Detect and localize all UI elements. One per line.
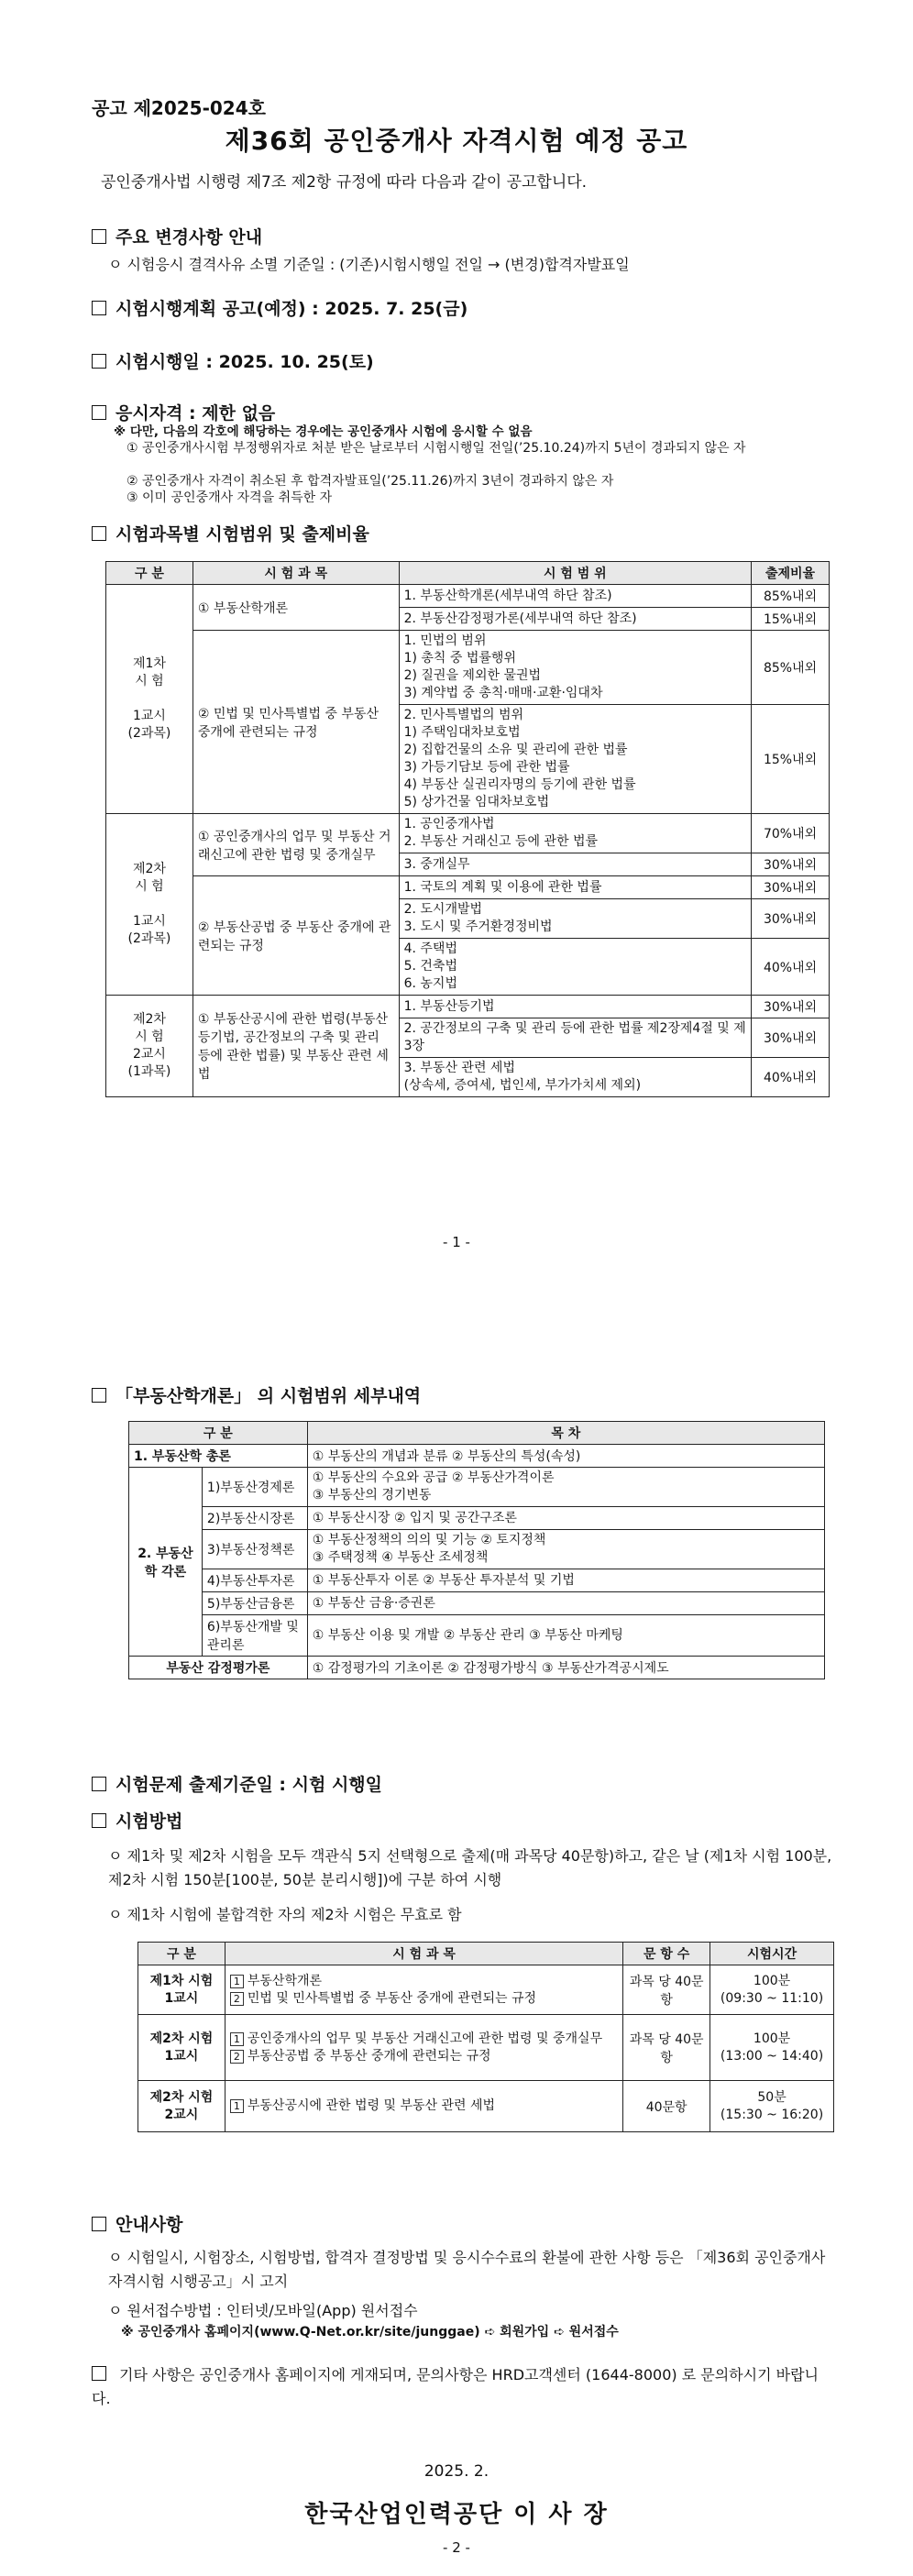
range-cell: 1. 공인중개사법 2. 부동산 거래신고 등에 관한 법률 [399, 814, 751, 853]
checkbox-icon [92, 1813, 106, 1828]
guide-item-2: ㅇ 원서접수방법 : 인터넷/모바일(App) 원서접수 [108, 2302, 418, 2319]
row-count: 과목 당 40문항 [623, 1965, 710, 2015]
table-row [106, 631, 830, 705]
ratio-cell: 40%내외 [752, 939, 830, 996]
guide-heading: 안내사항 [92, 2211, 182, 2236]
table-row [138, 2081, 834, 2132]
range-cell: 2. 부동산감정평가론(세부내역 하단 참조) [399, 608, 751, 631]
row-label: 제2차 시험 2교시 [138, 2081, 226, 2132]
range-cell: 1. 민법의 범위 1) 총칙 중 법률행위 2) 질권을 제외한 물권법 3) 계약법 중 총칙·매매·교환·임대차 [399, 631, 751, 705]
row-content: ① 부동산 금융·증권론 [307, 1592, 824, 1615]
range-cell: 2. 민사특별법의 범위 1) 주택임대차보호법 2) 집합건물의 소유 및 관리에 관한 법률 3) 가등기담보 등에 관한 법률 4) 부동산 실권리자명의 등기에 관한 법률 5) 상가건물 임대차보호법 [399, 705, 751, 814]
table-row [106, 814, 830, 853]
range-cell: 2. 도시개발법 3. 도시 및 주거환경정비법 [399, 899, 751, 939]
table-row [129, 1507, 825, 1530]
row-time: 50분 (15:30 ~ 16:20) [710, 2081, 834, 2132]
row-label: 제1차 시험 1교시 [138, 1965, 226, 2015]
row-label: 4)부동산투자론 [202, 1569, 307, 1592]
ratio-cell: 15%내외 [752, 705, 830, 814]
table-row [106, 996, 830, 1018]
group-label-2: 제2차 시 험 1교시 (2과목) [106, 814, 193, 996]
ratio-cell: 30%내외 [752, 1018, 830, 1058]
row-count: 과목 당 40문항 [623, 2015, 710, 2081]
header-cell: 출제비율 [752, 562, 830, 585]
range-cell: 1. 국토의 계획 및 이용에 관한 법률 [399, 876, 751, 899]
table-row [129, 1530, 825, 1569]
row-label: 부동산 감정평가론 [129, 1657, 308, 1679]
row-label: 5)부동산금융론 [202, 1592, 307, 1615]
page-number-2: - 2 - [443, 2539, 470, 2556]
scope-table [105, 561, 830, 1097]
plan-heading: 시험시행계획 공고(예정) : 2025. 7. 25(금) [92, 295, 468, 320]
ratio-cell: 85%내외 [752, 631, 830, 705]
header-cell: 시 험 범 위 [399, 562, 751, 585]
header-cell: 구 분 [138, 1943, 226, 1965]
closing-organization: 한국산업인력공단 이 사 장 [304, 2501, 609, 2528]
table-row [129, 1592, 825, 1615]
ratio-cell: 40%내외 [752, 1058, 830, 1097]
checkbox-icon [92, 2217, 106, 2231]
header-cell: 목 차 [307, 1422, 824, 1445]
etc-item: 기타 사항은 공인중개사 홈페이지에 게재되며, 문의사항은 HRD고객센터 (1644-8000) 로 문의하시기 바랍니다. [92, 2366, 819, 2407]
scope-header-row [106, 562, 830, 585]
subject-cell: ① 부동산학개론 [192, 585, 399, 631]
method-header-row [138, 1943, 834, 1965]
row-label: 3)부동산정책론 [202, 1530, 307, 1569]
row-label: 6)부동산개발 및 관리론 [202, 1615, 307, 1657]
range-cell: 1. 부동산등기법 [399, 996, 751, 1018]
checkbox-icon [92, 526, 106, 541]
detail-header-row [129, 1422, 825, 1445]
method-table [138, 1942, 834, 2132]
range-cell: 3. 중개실무 [399, 853, 751, 876]
checkbox-icon [92, 301, 106, 315]
closing-date: 2025. 2. [424, 2462, 490, 2481]
checkbox-icon [92, 1777, 106, 1791]
ratio-cell: 70%내외 [752, 814, 830, 853]
row-count: 40문항 [623, 2081, 710, 2132]
checkbox-icon [92, 1388, 106, 1403]
row-label: 1)부동산경제론 [202, 1468, 307, 1507]
row-content: ① 부동산시장 ② 입지 및 공간구조론 [307, 1507, 824, 1530]
row-subjects: 1 부동산학개론 2 민법 및 민사특별법 중 부동산 중개에 관련되는 규정 [225, 1965, 622, 2015]
row-content: ① 부동산투자 이론 ② 부동산 투자분석 및 기법 [307, 1569, 824, 1592]
notice-number: 공고 제2025-024호 [92, 97, 266, 119]
changes-heading: 주요 변경사항 안내 [92, 224, 262, 248]
qualification-item-1: ① 공인중개사시험 부정행위자로 처분 받은 날로부터 시험시행일 전일(’25.10.24)까지 5년이 경과되지 않은 자 [126, 441, 746, 456]
detail-heading: 「부동산학개론」 의 시험범위 세부내역 [92, 1382, 421, 1407]
intro-text: 공인중개사법 시행령 제7조 제2항 규정에 따라 다음과 같이 공고합니다. [101, 173, 588, 192]
row-label: 1. 부동산학 총론 [129, 1445, 308, 1468]
qualification-item-3: ③ 이미 공인중개사 자격을 취득한 자 [126, 490, 333, 505]
row-label: 제2차 시험 1교시 [138, 2015, 226, 2081]
qualification-item-2: ② 공인중개사 자격이 취소된 후 합격자발표일(’25.11.26)까지 3년이 경과하지 않은 자 [126, 474, 614, 489]
qualification-heading: 응시자격 : 제한 없음 [92, 400, 275, 424]
page-number-1: - 1 - [443, 1234, 470, 1250]
row-label: 2)부동산시장론 [202, 1507, 307, 1530]
detail-table [128, 1421, 825, 1679]
range-cell: 3. 부동산 관련 세법 (상속세, 증여세, 법인세, 부가가치세 제외) [399, 1058, 751, 1097]
row-content: ① 부동산의 개념과 분류 ② 부동산의 특성(속성) [307, 1445, 824, 1468]
exam-date-heading: 시험시행일 : 2025. 10. 25(토) [92, 348, 374, 373]
group-label-1: 제1차 시 험 1교시 (2과목) [106, 585, 193, 814]
subject-cell: ② 부동산공법 중 부동산 중개에 관련되는 규정 [192, 876, 399, 996]
ratio-cell: 30%내외 [752, 876, 830, 899]
range-cell: 4. 주택법 5. 건축법 6. 농지법 [399, 939, 751, 996]
row-subjects: 1 부동산공시에 관한 법령 및 부동산 관련 세법 [225, 2081, 622, 2132]
header-cell: 시 험 과 목 [192, 562, 399, 585]
method-item-2: ㅇ 제1차 시험에 불합격한 자의 제2차 시험은 무효로 함 [108, 1906, 462, 1923]
page-1 [0, 0, 913, 1287]
subject-cell: ① 부동산공시에 관한 법령(부동산등기법, 공간정보의 구축 및 관리 등에 관한 법률) 및 부동산 관련 세법 [192, 996, 399, 1097]
table-row [129, 1569, 825, 1592]
guide-item-1: ㅇ 시험일시, 시험장소, 시험방법, 합격자 결정방법 및 응시수수료의 환불에 관한 사항 등은 「제36회 공인중개사 자격시험 시행공고」시 고지 [108, 2249, 826, 2290]
criteria-heading: 시험문제 출제기준일 : 시험 시행일 [92, 1771, 382, 1796]
ratio-cell: 30%내외 [752, 996, 830, 1018]
header-cell: 구 분 [106, 562, 193, 585]
subject-cell: ② 민법 및 민사특별법 중 부동산 중개에 관련되는 규정 [192, 631, 399, 814]
row-time: 100분 (09:30 ~ 11:10) [710, 1965, 834, 2015]
header-cell: 시 험 과 목 [225, 1943, 622, 1965]
table-row [129, 1468, 825, 1507]
subject-cell: ① 공인중개사의 업무 및 부동산 거래신고에 관한 법령 및 중개실무 [192, 814, 399, 876]
scope-heading: 시험과목별 시험범위 및 출제비율 [92, 521, 369, 545]
table-row [129, 1657, 825, 1679]
row-content: ① 부동산정책의 의의 및 기능 ② 토지정책 ③ 주택정책 ④ 부동산 조세정책 [307, 1530, 824, 1569]
group-label-3: 제2차 시 험 2교시 (1과목) [106, 996, 193, 1097]
table-row [106, 585, 830, 608]
ratio-cell: 85%내외 [752, 585, 830, 608]
table-row [129, 1615, 825, 1657]
header-cell: 구 분 [129, 1422, 308, 1445]
checkbox-icon [92, 229, 106, 244]
ratio-cell: 30%내외 [752, 899, 830, 939]
checkbox-icon [92, 2366, 106, 2381]
method-heading: 시험방법 [92, 1808, 182, 1833]
row-time: 100분 (13:00 ~ 14:40) [710, 2015, 834, 2081]
checkbox-icon [92, 354, 106, 369]
row-content: ① 부동산 이용 및 개발 ② 부동산 관리 ③ 부동산 마케팅 [307, 1615, 824, 1657]
qualification-note: ※ 다만, 다음의 각호에 해당하는 경우에는 공인중개사 시험에 응시할 수 없음 [114, 424, 533, 439]
header-cell: 문 항 수 [623, 1943, 710, 1965]
row-subjects: 1 공인중개사의 업무 및 부동산 거래신고에 관한 법령 및 중개실무 2 부동산공법 중 부동산 중개에 관련되는 규정 [225, 2015, 622, 2081]
header-cell: 시험시간 [710, 1943, 834, 1965]
group-label: 2. 부동산학 각론 [129, 1468, 203, 1657]
document-title: 제36회 공인중개사 자격시험 예정 공고 [225, 126, 688, 156]
changes-item: ㅇ 시험응시 결격사유 소멸 기준일 : (기존)시험시행일 전일 → (변경)합격자발표일 [108, 256, 630, 273]
table-row [138, 2015, 834, 2081]
table-row [106, 876, 830, 899]
row-content: ① 부동산의 수요와 공급 ② 부동산가격이론 ③ 부동산의 경기변동 [307, 1468, 824, 1507]
guide-note: ※ 공인중개사 홈페이지(www.Q-Net.or.kr/site/junggae) ➪ 회원가입 ➪ 원서접수 [121, 2325, 619, 2339]
ratio-cell: 30%내외 [752, 853, 830, 876]
row-content: ① 감정평가의 기초이론 ② 감정평가방식 ③ 부동산가격공시제도 [307, 1657, 824, 1679]
method-item-1: ㅇ 제1차 및 제2차 시험을 모두 객관식 5지 선택형으로 출제(매 과목당 40문항)하고, 같은 날 (제1차 시험 100분, 제2차 시험 150분[100분, 50분 분리시행])에 구분 하여 시행 [108, 1847, 832, 1888]
range-cell: 1. 부동산학개론(세부내역 하단 참조) [399, 585, 751, 608]
range-cell: 2. 공간정보의 구축 및 관리 등에 관한 법률 제2장제4절 및 제3장 [399, 1018, 751, 1058]
ratio-cell: 15%내외 [752, 608, 830, 631]
table-row [129, 1445, 825, 1468]
checkbox-icon [92, 405, 106, 420]
table-row [138, 1965, 834, 2015]
